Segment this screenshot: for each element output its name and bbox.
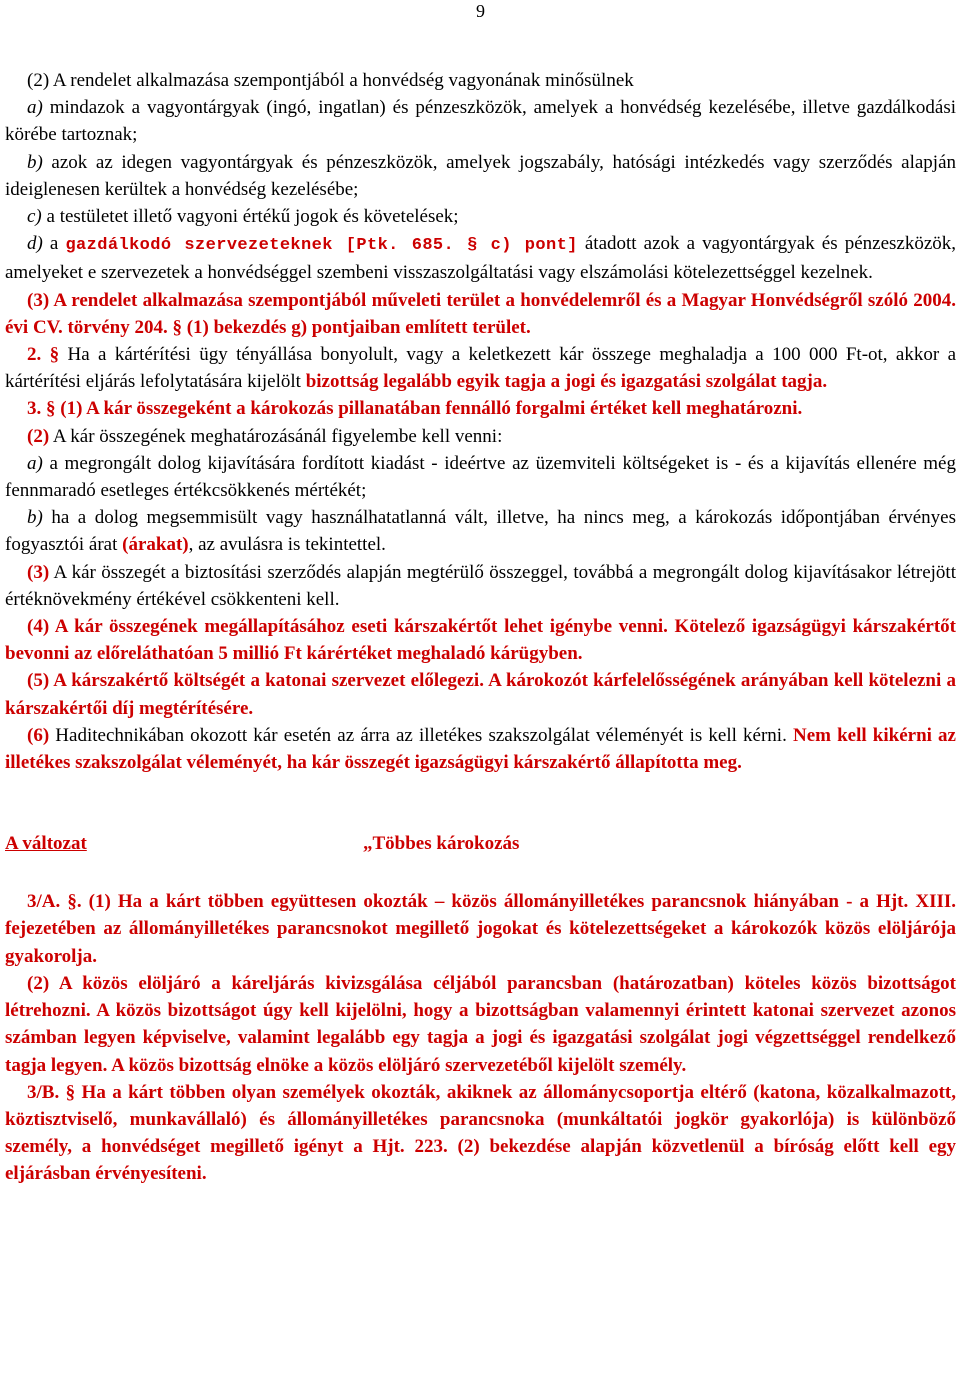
section-3-6-num: (6) bbox=[27, 724, 50, 746]
section-3-2b-rest: , az avulásra is tekintettel. bbox=[188, 534, 386, 556]
section-3-2b-pre: ha a dolog megsemmisült vagy használhatatlanná vált, illetve, ha nincs meg, a károkozás időpontjában érvényes fogyasztói árat bbox=[5, 507, 956, 556]
section-3-5: (5) A kárszakértő költségét a katonai szervezet előlegezi. A károkozót kárfelelősségének arányában kell kötelezni a kárszakértői díj megtérítésére. bbox=[5, 670, 956, 719]
para-2d-pre: a bbox=[42, 233, 66, 255]
section-3-2-num: (2) bbox=[27, 425, 50, 447]
section-3-2 bbox=[5, 423, 956, 450]
para-2d-rest: átadott azok a vagyontárgyak és pénzeszközök, amelyeket e szervezetek a honvédséggel szembeni visszaszolgáltatási vagy elszámolási kötelezettséggel kezelnek. bbox=[5, 233, 957, 284]
para-2c bbox=[5, 203, 956, 230]
label-b: b) bbox=[27, 151, 43, 173]
section-3a-1: 3/A. §. (1) Ha a kárt többen együttesen okozták – közös állományilletékes parancsnok hiányában - a Hjt. XIII. fejezetében az állományilletékes parancsnokot megillető jogokat és kötelezettségeket a károkozók közös elöljárója gyakorolja. bbox=[5, 891, 956, 967]
para-2a-text: mindazok a vagyontárgyak (ingó, ingatlan) és pénzeszközök, amelyek a honvédség kezelésébe, illetve gazdálkodási körébe tartoznak; bbox=[5, 97, 956, 146]
section-3-3-text: A kár összegét a biztosítási szerződés alapján megtérülő összeggel, továbbá a megrongált dolog kijavításakor létrejött értéknövekmény értékével csökkenteni kell. bbox=[5, 561, 956, 610]
para-2b bbox=[5, 149, 956, 203]
section-2 bbox=[5, 341, 956, 395]
section-3-6 bbox=[5, 722, 956, 776]
section-3a-2: (2) A közös elöljáró a káreljárás kivizsgálása céljából parancsban (határozatban) köteles közös bizottságot létrehozni. A közös bizottságot úgy kell kijelölni, hogy a bizottságban valamennyi érintett katonai szervezet azonos számban legyen képviselve, valamint legalább egy tagja a jogi és igazgatási szolgálat jogi végzettséggel rendelkező tagja legyen. A közös bizottság elnöke a közös elöljáró szervezetéből kijelölt személy. bbox=[5, 972, 956, 1076]
label-c: c) bbox=[27, 206, 42, 228]
section-3-2b bbox=[5, 504, 956, 558]
para-2d bbox=[5, 230, 956, 286]
label-3-2b: b) bbox=[27, 507, 43, 529]
section-3-3 bbox=[5, 559, 956, 613]
section-2-num: 2. § bbox=[27, 344, 60, 366]
variant-heading-row bbox=[5, 830, 956, 858]
section-3b: 3/B. § Ha a kárt többen olyan személyek okozták, akiknek az állománycsoportja eltérő (katona, közalkalmazott, köztisztviselő, munkavállaló) és állományilletékes parancsnoka (munkáltatói jogkör gyakorlója) is különböző személy, a honvédséget megillető igényt a Hjt. 223. (2) bekezdése alapján közvetlenül a bíróság előtt kell egy eljárásban érvényesíteni. bbox=[5, 1081, 956, 1185]
section-3-2a bbox=[5, 450, 956, 504]
para-2a bbox=[5, 94, 956, 148]
section-3-6-red: Nem kell kikérni az illetékes szakszolgálat véleményét, ha kár összegét igazságügyi kárszakértő állapította meg. bbox=[5, 724, 956, 774]
label-3-2a: a) bbox=[27, 452, 43, 474]
section-2-text: Ha a kártérítési ügy tényállása bonyolult, vagy a keletkezett kár összege meghaladja a 100 000 Ft-ot, akkor a kártérítési eljárás lefolytatására kijelölt bbox=[5, 344, 957, 393]
variant-title: „Többes károkozás bbox=[363, 833, 520, 855]
variant-label: A változat bbox=[5, 833, 87, 855]
para-3: (3) A rendelet alkalmazása szempontjából műveleti terület a honvédelemről és a Magyar Honvédségről szóló 2004. évi CV. törvény 204. § (1) bekezdés g) pontjaiban említett terület. bbox=[5, 289, 956, 338]
label-d: d) bbox=[27, 233, 43, 255]
section-3-2-text: A kár összegének meghatározásánál figyelembe kell venni: bbox=[49, 425, 503, 447]
label-a: a) bbox=[27, 97, 43, 119]
section-3-2a-text: a megrongált dolog kijavítására fordított kiadást - ideértve az üzemviteli költségeket is - és a kijavítás ellenére még fennmaradó esetleges értékcsökkenés mértékét; bbox=[5, 452, 956, 502]
section-2-red: bizottság legalább egyik tagja a jogi és igazgatási szolgálat tagja. bbox=[305, 371, 828, 393]
para-2c-text: a testületet illető vagyoni értékű jogok és követelések; bbox=[41, 206, 459, 228]
para-2-intro: (2) A rendelet alkalmazása szempontjából a honvédség vagyonának minősülnek bbox=[27, 70, 634, 91]
section-3-6-text: Haditechnikában okozott kár esetén az árra az illetékes szakszolgálat véleményét is kell kérni. bbox=[49, 724, 793, 746]
para-2b-text: azok az idegen vagyontárgyak és pénzeszközök, amelyek jogszabály, hatósági intézkedés vagy szerződés alapján ideiglenesen kerültek a honvédség kezelésébe; bbox=[5, 151, 956, 200]
section-3-3-num: (3) bbox=[27, 561, 50, 583]
page-number: 9 bbox=[476, 1, 485, 21]
section-3-1: 3. § (1) A kár összegeként a károkozás pillanatában fennálló forgalmi értéket kell meghatározni. bbox=[27, 398, 803, 420]
para-2d-red: gazdálkodó szervezeteknek [Ptk. 685. § c) pont] bbox=[65, 236, 578, 256]
section-3-2b-red: (árakat) bbox=[122, 534, 189, 556]
section-3-4: (4) A kár összegének megállapításához eseti kárszakértőt lehet igénybe venni. Kötelező igazságügyi kárszakértőt bevonni az előreláthatóan 5 millió Ft kárértéket meghaladó kárügyben. bbox=[5, 616, 956, 665]
